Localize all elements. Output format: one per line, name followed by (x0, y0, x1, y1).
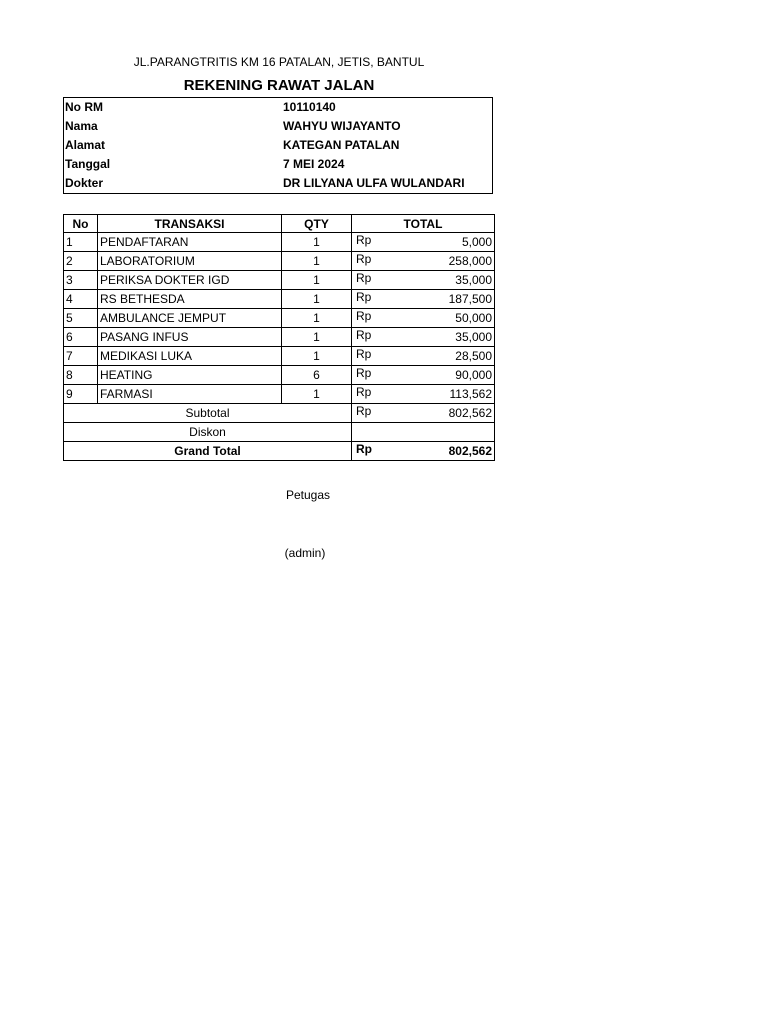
patient-label: Nama (65, 119, 98, 133)
subtotal-row (64, 404, 495, 423)
row-total: 28,500 (455, 349, 492, 363)
patient-label: Dokter (65, 176, 104, 190)
currency: Rp (356, 271, 372, 285)
row-total-cell (352, 233, 495, 252)
currency: Rp (356, 385, 372, 399)
table-row (64, 309, 495, 328)
row-no: 5 (64, 309, 98, 328)
row-total-cell (352, 309, 495, 328)
row-qty: 1 (282, 328, 352, 347)
transaction-rows (64, 233, 495, 404)
row-transaksi: LABORATORIUM (98, 252, 282, 271)
row-qty: 1 (282, 271, 352, 290)
table-row (64, 366, 495, 385)
patient-info-box (63, 97, 493, 194)
row-qty: 1 (282, 290, 352, 309)
subtotal-cell (352, 404, 495, 423)
currency: Rp (356, 347, 372, 361)
row-qty: 1 (282, 385, 352, 404)
grand-total-row (64, 442, 495, 461)
patient-value: DR LILYANA ULFA WULANDARI (283, 176, 465, 190)
row-total-cell (352, 328, 495, 347)
row-total-cell (352, 385, 495, 404)
row-transaksi: HEATING (98, 366, 282, 385)
diskon-cell (352, 423, 495, 442)
row-total: 113,562 (449, 387, 492, 401)
row-total: 35,000 (455, 273, 492, 287)
row-qty: 6 (282, 366, 352, 385)
row-no: 8 (64, 366, 98, 385)
row-qty: 1 (282, 233, 352, 252)
transaction-table (63, 214, 495, 461)
hospital-address: JL.PARANGTRITIS KM 16 PATALAN, JETIS, BANTUL (133, 55, 425, 69)
table-row (64, 385, 495, 404)
currency: Rp (356, 366, 372, 380)
row-total: 258,000 (448, 254, 492, 268)
patient-label: Tanggal (65, 157, 111, 171)
subtotal-value: 802,562 (448, 406, 492, 420)
row-total-cell (352, 271, 495, 290)
row-transaksi: PERIKSA DOKTER IGD (98, 271, 282, 290)
document-title: REKENING RAWAT JALAN (183, 77, 375, 94)
row-total-cell (352, 347, 495, 366)
currency: Rp (356, 328, 372, 342)
patient-row-nama (64, 117, 492, 136)
row-no: 6 (64, 328, 98, 347)
row-qty: 1 (282, 252, 352, 271)
grand-total-cell (352, 442, 495, 461)
row-total: 90,000 (455, 368, 492, 382)
row-total: 187,500 (448, 292, 492, 306)
header-transaksi: TRANSAKSI (98, 215, 282, 233)
table-row (64, 252, 495, 271)
currency: Rp (356, 233, 372, 247)
currency: Rp (356, 309, 372, 323)
row-total-cell (352, 366, 495, 385)
signature-name: (admin) (284, 546, 326, 560)
row-transaksi: PASANG INFUS (98, 328, 282, 347)
subtotal-label: Subtotal (64, 404, 352, 423)
row-transaksi: PENDAFTARAN (98, 233, 282, 252)
currency: Rp (356, 404, 372, 418)
table-header-row (64, 215, 495, 233)
patient-value: KATEGAN PATALAN (283, 138, 400, 152)
patient-row-no-rm (64, 98, 492, 117)
table-row (64, 290, 495, 309)
row-total-cell (352, 290, 495, 309)
row-transaksi: RS BETHESDA (98, 290, 282, 309)
row-total-cell (352, 252, 495, 271)
header-total: TOTAL (352, 215, 495, 233)
row-total: 35,000 (455, 330, 492, 344)
diskon-row (64, 423, 495, 442)
row-no: 7 (64, 347, 98, 366)
diskon-label: Diskon (64, 423, 352, 442)
row-no: 9 (64, 385, 98, 404)
row-no: 3 (64, 271, 98, 290)
row-transaksi: MEDIKASI LUKA (98, 347, 282, 366)
row-transaksi: FARMASI (98, 385, 282, 404)
table-row (64, 347, 495, 366)
currency: Rp (356, 252, 372, 266)
patient-row-dokter (64, 174, 492, 193)
row-transaksi: AMBULANCE JEMPUT (98, 309, 282, 328)
header-no: No (64, 215, 98, 233)
row-no: 1 (64, 233, 98, 252)
patient-value: 10110140 (283, 100, 336, 114)
signature-role: Petugas (285, 488, 331, 502)
row-qty: 1 (282, 347, 352, 366)
patient-label: Alamat (65, 138, 106, 152)
grand-total-value: 802,562 (448, 444, 492, 458)
grand-total-label: Grand Total (64, 442, 352, 461)
table-row (64, 328, 495, 347)
row-no: 2 (64, 252, 98, 271)
patient-row-alamat (64, 136, 492, 155)
patient-label: No RM (65, 100, 103, 114)
patient-value: WAHYU WIJAYANTO (283, 119, 401, 133)
row-total: 5,000 (461, 235, 492, 249)
patient-row-tanggal (64, 155, 492, 174)
row-no: 4 (64, 290, 98, 309)
table-row (64, 233, 495, 252)
currency: Rp (356, 442, 372, 456)
row-qty: 1 (282, 309, 352, 328)
currency: Rp (356, 290, 372, 304)
header-qty: QTY (282, 215, 352, 233)
table-row (64, 271, 495, 290)
patient-value: 7 MEI 2024 (283, 157, 345, 171)
row-total: 50,000 (455, 311, 492, 325)
